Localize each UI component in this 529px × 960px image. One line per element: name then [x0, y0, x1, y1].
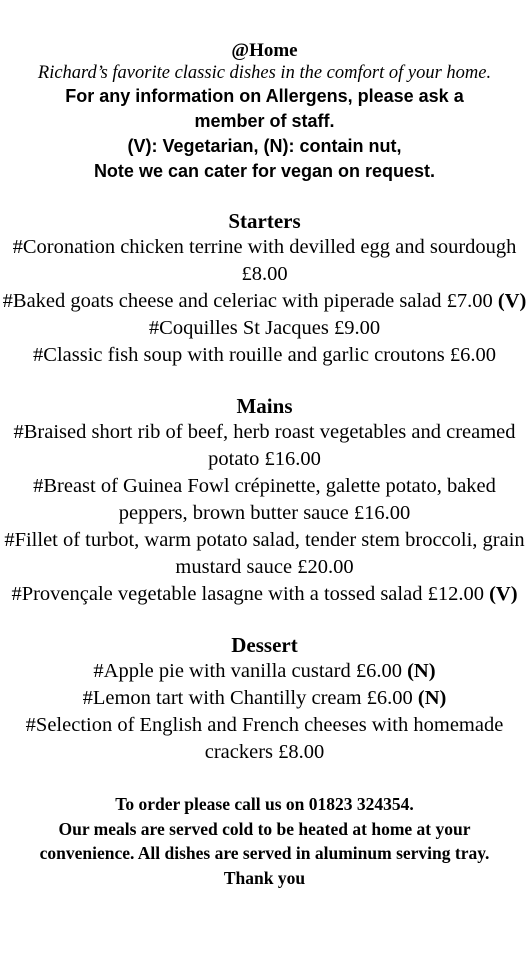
section-title: Mains: [236, 394, 293, 418]
notice-line: member of staff.: [194, 111, 335, 131]
menu-subtitle: Richard’s favorite classic dishes in the comfort of your home.: [37, 63, 492, 83]
menu-item: [0, 342, 529, 369]
footer-line: Our meals are served cold to be heated at home at your: [58, 818, 471, 839]
section-mains: [0, 393, 529, 608]
notice-line: Note we can cater for vegan on request.: [93, 161, 436, 181]
section-title: Dessert: [231, 633, 298, 657]
menu-item: [0, 712, 529, 766]
footer-line: convenience. All dishes are served in aluminum serving tray.: [39, 843, 490, 863]
menu-item-text: #Selection of English and French cheeses with homemade crackers £8.00: [25, 714, 504, 763]
menu-item: [0, 658, 529, 685]
menu-item: [0, 685, 529, 712]
diet-tag: (V): [497, 290, 527, 312]
menu-item: [0, 527, 529, 581]
menu-item-text: #Provençale vegetable lasagne with a tossed salad £12.00: [11, 583, 484, 605]
menu-item: [0, 288, 529, 315]
menu-item-text: #Coquilles St Jacques £9.00: [148, 317, 381, 339]
menu-title: @Home: [231, 40, 298, 61]
allergen-notice: [0, 84, 529, 184]
order-info: [0, 792, 529, 890]
footer-line: Thank you: [223, 867, 306, 888]
menu-item: [0, 419, 529, 473]
footer-line: To order please call us on 01823 324354.: [115, 794, 414, 814]
menu-item-text: #Braised short rib of beef, herb roast vegetables and creamed potato £16.00: [13, 421, 516, 470]
section-dessert: [0, 632, 529, 766]
menu-item: [0, 473, 529, 527]
menu-item-text: #Baked goats cheese and celeriac with piperade salad £7.00: [2, 290, 493, 312]
menu-item: [0, 315, 529, 342]
menu-item: [0, 234, 529, 288]
menu-item-text: #Coronation chicken terrine with devilled egg and sourdough £8.00: [12, 236, 517, 285]
menu-item-text: #Apple pie with vanilla custard £6.00: [93, 660, 402, 682]
section-starters: [0, 208, 529, 369]
menu-item-text: #Breast of Guinea Fowl crépinette, galette potato, baked peppers, brown butter sauce £16.00: [33, 475, 496, 524]
diet-tag: (N): [417, 687, 447, 709]
menu-item-text: #Lemon tart with Chantilly cream £6.00: [82, 687, 413, 709]
notice-line: (V): Vegetarian, (N): contain nut,: [127, 136, 402, 156]
menu-item: [0, 581, 529, 608]
section-title: Starters: [228, 209, 301, 233]
menu-item-text: #Classic fish soup with rouille and garlic croutons £6.00: [33, 344, 496, 366]
diet-tag: (N): [407, 660, 436, 682]
notice-line: For any information on Allergens, please ask a: [65, 86, 464, 106]
menu-item-text: #Fillet of turbot, warm potato salad, tender stem broccoli, grain mustard sauce £20.00: [4, 529, 525, 578]
diet-tag: (V): [489, 583, 518, 605]
